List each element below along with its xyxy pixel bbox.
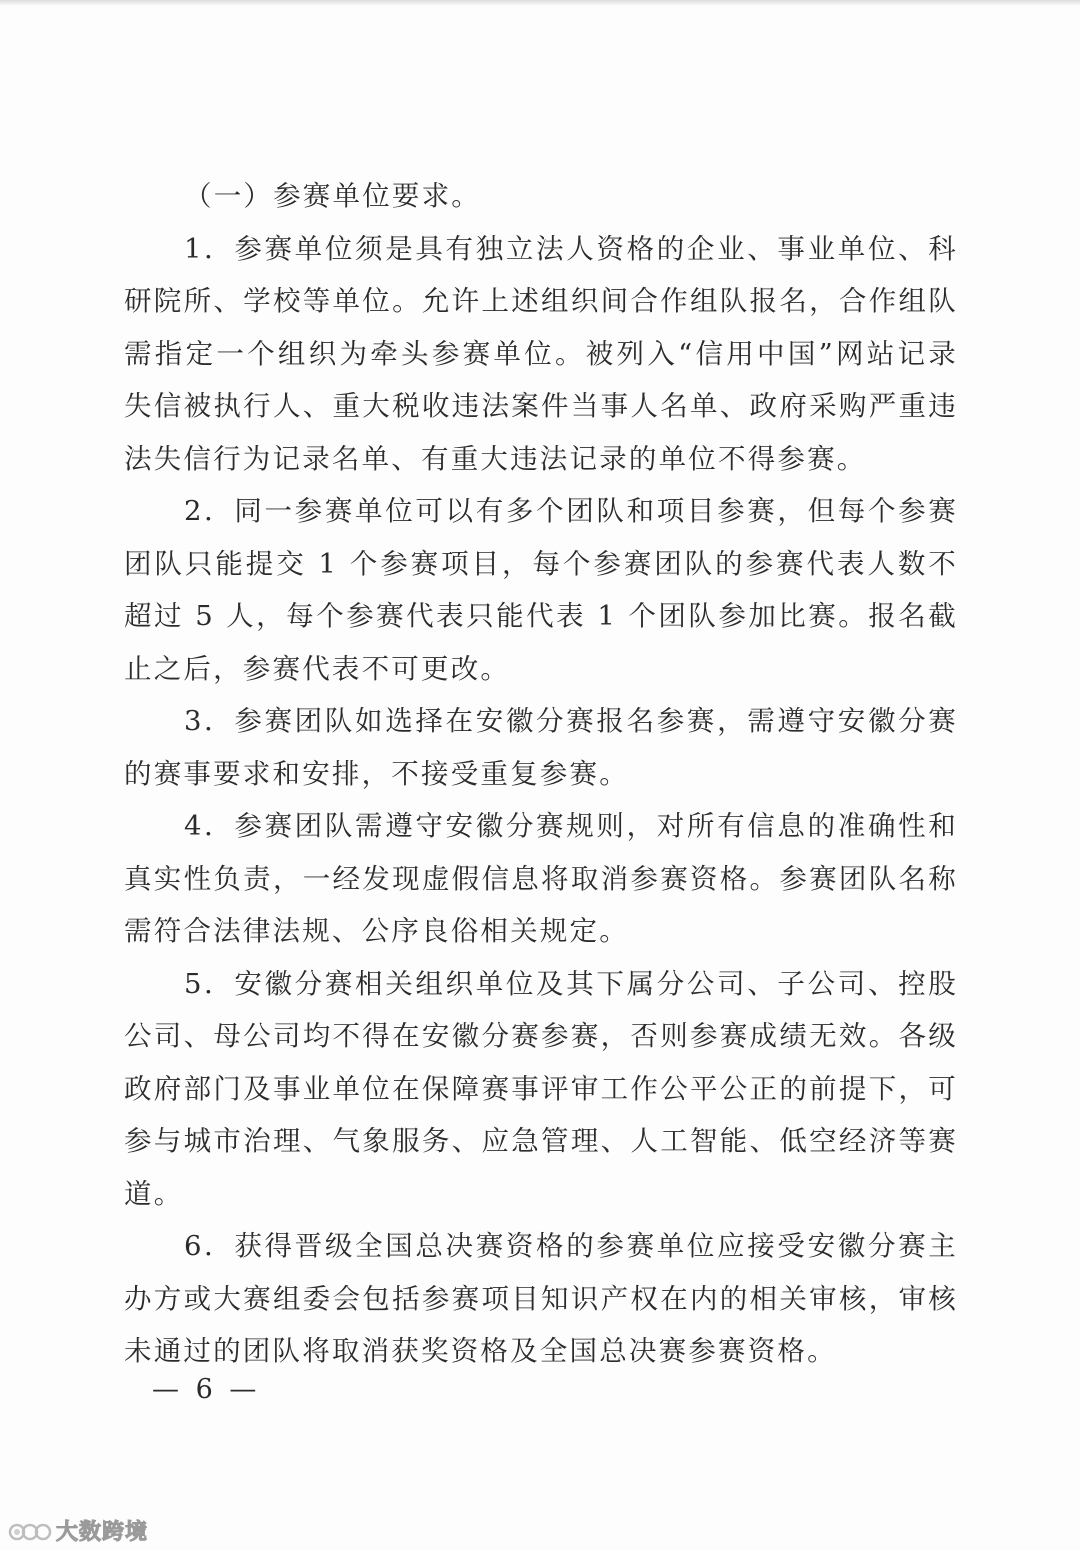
paragraph-5: 5．安徽分赛相关组织单位及其下属分公司、子公司、控股公司、母公司均不得在安徽分赛参赛，否则参赛成绩无效。各级政府部门及事业单位在保障赛事评审工作公平公正的前提下，可参与城市治理、气象服务、应急管理、人工智能、低空经济等赛道。 <box>124 967 958 1210</box>
section-heading: （一）参赛单位要求。 <box>184 180 481 212</box>
watermark-text: 大数跨境 <box>56 1519 149 1545</box>
scan-edge <box>0 0 1080 6</box>
page-number: — 6 — <box>152 1374 261 1405</box>
paragraph-6: 6．获得晋级全国总决赛资格的参赛单位应接受安徽分赛主办方或大赛组委会包括参赛项目知识产权在内的相关审核，审核未通过的团队将取消获奖资格及全国总决赛参赛资格。 <box>124 1230 958 1367</box>
brand-logo-icon <box>8 1517 52 1543</box>
paragraph-1: 1．参赛单位须是具有独立法人资格的企业、事业单位、科研院所、学校等单位。允许上述组织间合作组队报名，合作组队需指定一个组织为牵头参赛单位。被列入“信用中国”网站记录失信被执行人、重大税收违法案件当事人名单、政府采购严重违法失信行为记录名单、有重大违法记录的单位不得参赛。 <box>124 232 958 475</box>
paragraph-2: 2．同一参赛单位可以有多个团队和项目参赛，但每个参赛团队只能提交 1 个参赛项目，每个参赛团队的参赛代表人数不超过 5 人，每个参赛代表只能代表 1 个团队参加比赛。报名截止之后，参赛代表不可更改。 <box>124 495 958 685</box>
document-body <box>124 170 958 1378</box>
watermark <box>8 1515 148 1545</box>
paragraph-4: 4．参赛团队需遵守安徽分赛规则，对所有信息的准确性和真实性负责，一经发现虚假信息将取消参赛资格。参赛团队名称需符合法律法规、公序良俗相关规定。 <box>124 810 958 947</box>
paragraph-3: 3．参赛团队如选择在安徽分赛报名参赛，需遵守安徽分赛的赛事要求和安排，不接受重复参赛。 <box>124 705 958 790</box>
